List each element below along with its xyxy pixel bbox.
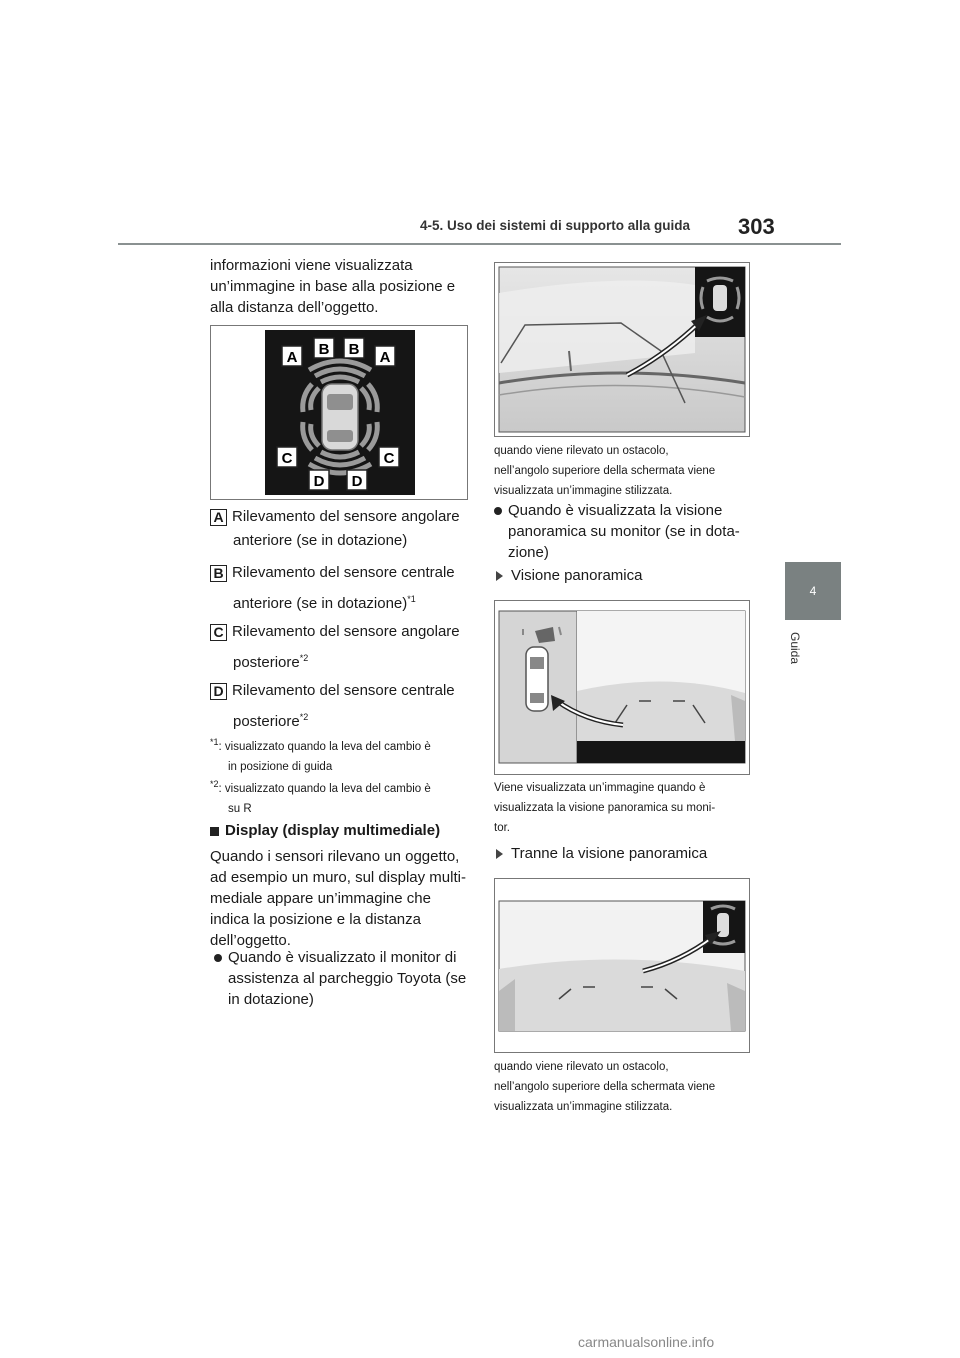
page-number: 303 <box>738 214 775 239</box>
bullet-line: in dotazione) <box>228 991 314 1008</box>
bullet-icon <box>494 507 502 515</box>
footnote-ref: *2 <box>299 712 309 722</box>
triangle-bullet-icon <box>496 571 503 581</box>
section-title: 4-5. Uso dei sistemi di supporto alla guida <box>420 218 691 233</box>
bullet-line: Quando è visualizzato il monitor di <box>228 949 457 966</box>
caption-line: nell’angolo superiore della schermata viene <box>494 1081 716 1093</box>
footnote-text: : visualizzato quando la leva del cambio è <box>218 740 431 753</box>
display-paragraph <box>210 846 472 951</box>
camera-screen-2 <box>495 601 749 774</box>
intro-line: un’immagine in base alla posizione e <box>210 278 456 295</box>
figure-label: D <box>313 473 325 490</box>
caption-3 <box>494 1057 754 1117</box>
chapter-tab <box>785 562 841 620</box>
caption-line: visualizzata un’immagine stilizzata. <box>494 485 673 497</box>
footnote-ref: *2 <box>299 653 309 663</box>
footnote-1 <box>210 732 470 777</box>
caption-line: Viene visualizzata un’immagine quando è <box>494 782 706 794</box>
footnote-mark: *1 <box>210 737 219 747</box>
sensor-figure <box>210 325 468 500</box>
display-heading-text: Display (display multimediale) <box>225 822 441 839</box>
badge-c: C <box>210 624 227 641</box>
bullet-line: zione) <box>508 544 549 561</box>
para-line: dell’oggetto. <box>210 932 291 949</box>
sub-non-panoramic <box>496 843 707 864</box>
figure-label: A <box>379 349 391 366</box>
bullet-line: assistenza al parcheggio Toyota (se <box>228 970 467 987</box>
figure-label: D <box>351 473 363 490</box>
chapter-label: Guida <box>788 632 802 665</box>
camera-screen-figure-2 <box>494 600 750 775</box>
badge-b: B <box>210 565 227 582</box>
bullet-panoramic <box>494 500 756 563</box>
footnote-text: in posizione di guida <box>228 760 333 773</box>
legend-d <box>210 680 470 733</box>
camera-screen-1 <box>495 263 749 436</box>
legend-c <box>210 621 470 674</box>
footnote-text: su R <box>228 802 252 815</box>
caption-line: quando viene rilevato un ostacolo, <box>494 445 669 457</box>
caption-line: nell’angolo superiore della schermata viene <box>494 465 716 477</box>
camera-screen-figure-3 <box>494 878 750 1053</box>
figure-label: A <box>286 349 298 366</box>
footnote-ref: *1 <box>407 594 416 604</box>
display-heading <box>210 822 440 839</box>
footnote-2 <box>210 774 470 819</box>
badge-d: D <box>210 683 227 700</box>
badge-a: A <box>210 509 227 526</box>
intro-line: alla distanza dell’oggetto. <box>210 299 379 316</box>
para-line: Quando i sensori rilevano un oggetto, <box>210 848 460 865</box>
intro-text <box>210 255 470 318</box>
sub-heading: Tranne la visione panoramica <box>511 845 708 862</box>
caption-line: visualizzata la visione panoramica su moni- <box>494 802 716 814</box>
chapter-number: 4 <box>809 584 817 598</box>
triangle-bullet-icon <box>496 849 503 859</box>
bullet-line: panoramica su monitor (se in dota- <box>508 523 740 540</box>
caption-line: visualizzata un’immagine stilizzata. <box>494 1101 673 1113</box>
legend-a <box>210 506 470 552</box>
para-line: mediale appare un’immagine che <box>210 890 431 907</box>
sensor-diagram <box>211 326 467 499</box>
figure-label: C <box>281 450 293 467</box>
caption-2 <box>494 778 754 838</box>
bullet-parking-assist <box>214 947 476 1010</box>
intro-line: informazioni viene visualizzata <box>210 257 413 274</box>
legend-text: posteriore <box>233 654 300 671</box>
figure-label: C <box>383 450 395 467</box>
figure-label: B <box>318 341 330 358</box>
footnote-text: : visualizzato quando la leva del cambio è <box>218 782 431 795</box>
legend-text: Rilevamento del sensore centrale <box>232 682 455 699</box>
caption-line: tor. <box>494 822 510 834</box>
legend-text: anteriore (se in dotazione) <box>233 595 408 612</box>
square-bullet-icon <box>210 827 219 836</box>
legend-text: Rilevamento del sensore angolare <box>232 623 460 640</box>
sub-heading: Visione panoramica <box>511 567 643 584</box>
camera-screen-3 <box>495 879 749 1052</box>
sub-panoramic <box>496 565 642 586</box>
bullet-line: Quando è visualizzata la visione <box>508 502 723 519</box>
legend-text: posteriore <box>233 713 300 730</box>
figure-label: B <box>348 341 360 358</box>
legend-text: Rilevamento del sensore angolare <box>232 508 460 525</box>
legend-b <box>210 562 470 615</box>
para-line: indica la posizione e la distanza <box>210 911 421 928</box>
caption-line: quando viene rilevato un ostacolo, <box>494 1061 669 1073</box>
para-line: ad esempio un muro, sul display multi- <box>210 869 466 886</box>
watermark: carmanualsonline.info <box>578 1334 715 1350</box>
footnote-mark: *2 <box>210 779 219 789</box>
caption-1 <box>494 441 754 501</box>
bullet-icon <box>214 954 222 962</box>
header-rule <box>118 243 841 245</box>
legend-text: anteriore (se in dotazione) <box>233 532 408 549</box>
camera-screen-figure-1 <box>494 262 750 437</box>
legend-text: Rilevamento del sensore centrale <box>232 564 455 581</box>
